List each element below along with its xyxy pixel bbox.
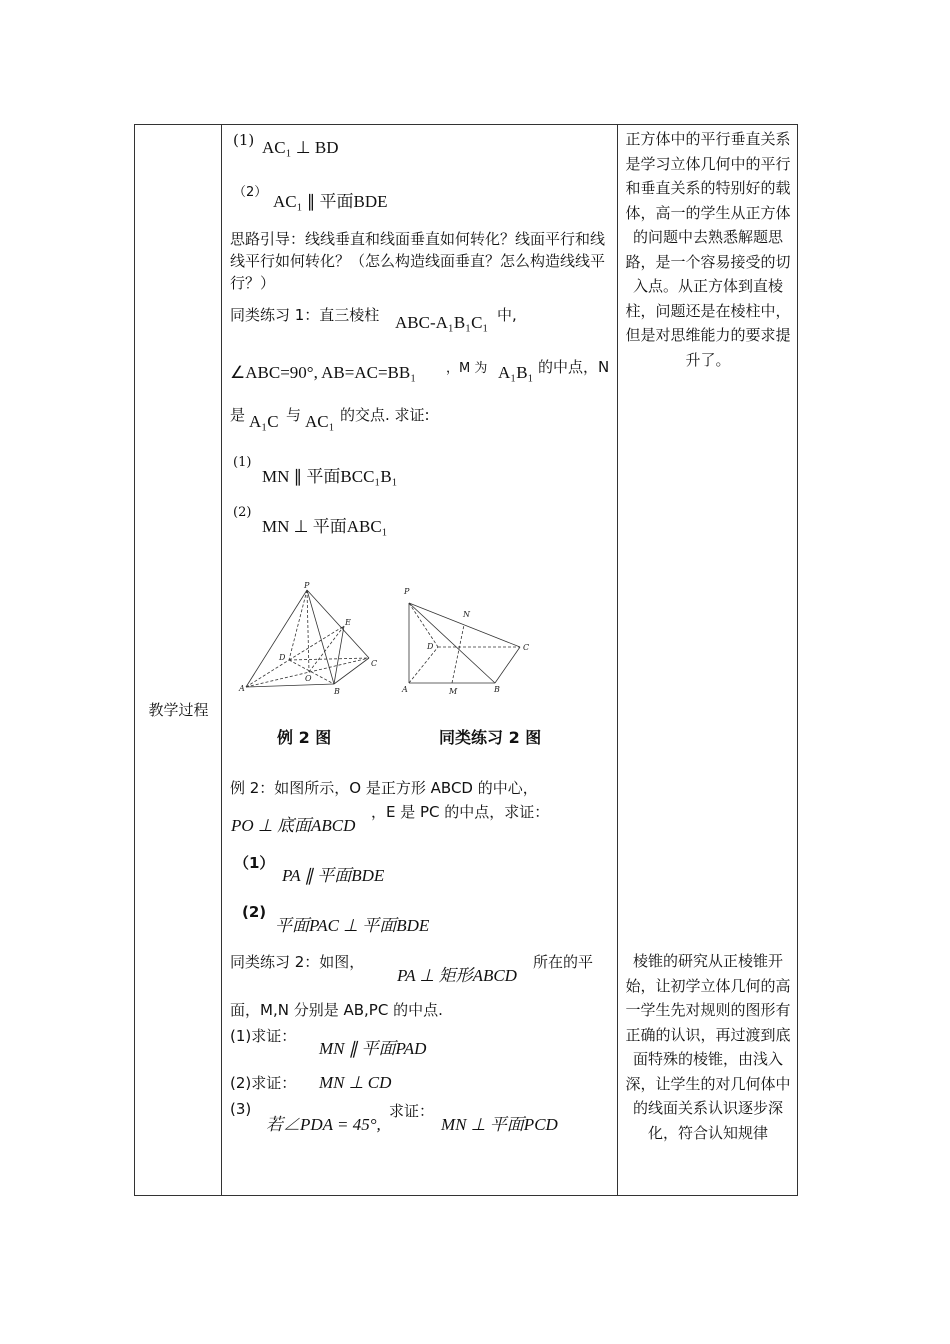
edge-po [307, 590, 309, 672]
example2-q2: 平面PAC ⊥ 平面BDE [275, 916, 430, 935]
edge-pa [246, 590, 307, 687]
practice1-m: ，M 为 [446, 361, 488, 376]
example2-q1-num: （1） [234, 854, 275, 872]
label-d: D [427, 642, 434, 651]
practice2-suozai: 所在的平 [533, 953, 594, 971]
edge-pd [409, 603, 438, 647]
practice2-line2: 面，M,N 分别是 AB,PC 的中点. [230, 1001, 443, 1019]
cube-item2-formula: AC₁ ∥ 平面BDE [273, 192, 388, 211]
practice1-q2: MN ⊥ 平面ABC₁ [262, 517, 388, 536]
practice2-q2: MN ⊥ CD [319, 1073, 392, 1092]
label-p: P [304, 581, 310, 590]
edge-ab [246, 684, 334, 687]
column-divider-right [617, 125, 618, 1195]
practice1-q2-num: (2) [233, 505, 252, 520]
practice1-midpoint: 的中点，N [538, 358, 610, 376]
edge-be [334, 626, 344, 684]
edge-dc [289, 658, 369, 660]
practice1-a1c: A₁C [249, 412, 279, 431]
edge-bc [495, 647, 520, 683]
note-bottom: 棱锥的研究从正棱锥开始，让初学立体几何的高一学生先对规则的图形有正确的认识，再过渡到底面特殊的棱锥，由浅入深，让学生的对几何体中的线面关系认识逐步深化，符合认知规律 [625, 952, 791, 1142]
column-divider-left [221, 125, 222, 1195]
example2-po: PO ⊥ 底面ABCD [231, 816, 356, 835]
practice1-ac1: AC₁ [305, 412, 335, 431]
label-p: P [404, 587, 410, 596]
example2-q1: PA ∥ 平面BDE [282, 866, 385, 885]
edge-pc [307, 590, 369, 658]
practice2-intro: 同类练习 2：如图， [230, 953, 365, 971]
label-d: D [279, 653, 286, 662]
edge-pb [409, 603, 495, 683]
label-n: N [463, 610, 470, 619]
practice2-q3: MN ⊥ 平面PCD [441, 1115, 558, 1134]
example2-q2-num: (2) [242, 903, 267, 921]
label-e: E [345, 618, 351, 627]
practice1-q1-num: (1) [233, 455, 252, 470]
practice1-angle: ∠ABC=90°, AB=AC=BB₁ [230, 363, 417, 382]
edge-ad [246, 660, 289, 687]
edge-de [289, 626, 344, 660]
figure1-caption: 例 2 图 [277, 728, 332, 747]
practice2-q3-num: (3) [230, 1100, 252, 1118]
cube-item2-num: （2） [233, 185, 268, 200]
practice1-zhong: 中, [497, 306, 517, 324]
label-a: A [402, 685, 408, 694]
label-c: C [523, 643, 530, 652]
practice1-a1b1: A₁B₁ [498, 363, 534, 382]
cube-hint: 思路引导：线线垂直和线面垂直如何转化？线面平行和线线平行如何转化？（怎么构造线面垂直？怎么构造线线平行？） [230, 230, 606, 292]
practice2-q2-label: (2)求证： [230, 1074, 297, 1092]
label-b: B [494, 685, 500, 694]
practice1-prism: ABC-A₁B₁C₁ [395, 313, 489, 332]
figure-practice2 [398, 580, 538, 700]
practice2-q1-label: (1)求证： [230, 1027, 297, 1045]
example2-e: ，E 是 PC 的中点，求证： [371, 803, 550, 821]
edge-pd [289, 590, 307, 660]
note-top: 正方体中的平行垂直关系是学习立体几何中的平行和垂直关系的特别好的载体，高一的学生从正方体的问题中去熟悉解题思路，是一个容易接受的切入点。从正方体到直棱柱，问题还是在棱柱中，但是对思维能力的要求提升了。 [625, 130, 791, 369]
edge-bc [334, 658, 369, 684]
practice2-q3-cond: 若∠PDA = 45°, [266, 1115, 381, 1134]
practice2-q3-qz: 求证： [389, 1102, 435, 1120]
label-o: O [305, 674, 312, 683]
label-m: M [449, 687, 458, 696]
label-a: A [239, 684, 245, 693]
edge-mn [452, 625, 464, 683]
practice1-yu: 与 [286, 406, 302, 424]
practice1-intro: 同类练习 1：直三棱柱 [230, 306, 380, 324]
row-label: 教学过程 [148, 701, 209, 719]
practice2-pa: PA ⊥ 矩形ABCD [397, 966, 517, 985]
practice1-shi: 是 [230, 406, 246, 424]
label-b: B [334, 687, 340, 696]
figure2-caption: 同类练习 2 图 [439, 728, 542, 747]
practice2-q1: MN ∥ 平面PAD [319, 1039, 427, 1058]
edge-ad [409, 647, 438, 683]
label-c: C [371, 659, 378, 668]
figure-example2 [234, 580, 384, 700]
cube-item1-num: (1) [233, 131, 255, 149]
example2-line1: 例 2：如图所示，O 是正方形 ABCD 的中心， [230, 779, 538, 797]
practice1-jiaodian: 的交点. 求证: [340, 406, 430, 424]
cube-item1-formula: AC₁ ⊥ BD [262, 138, 339, 157]
practice1-q1: MN ∥ 平面BCC₁B₁ [262, 467, 398, 486]
